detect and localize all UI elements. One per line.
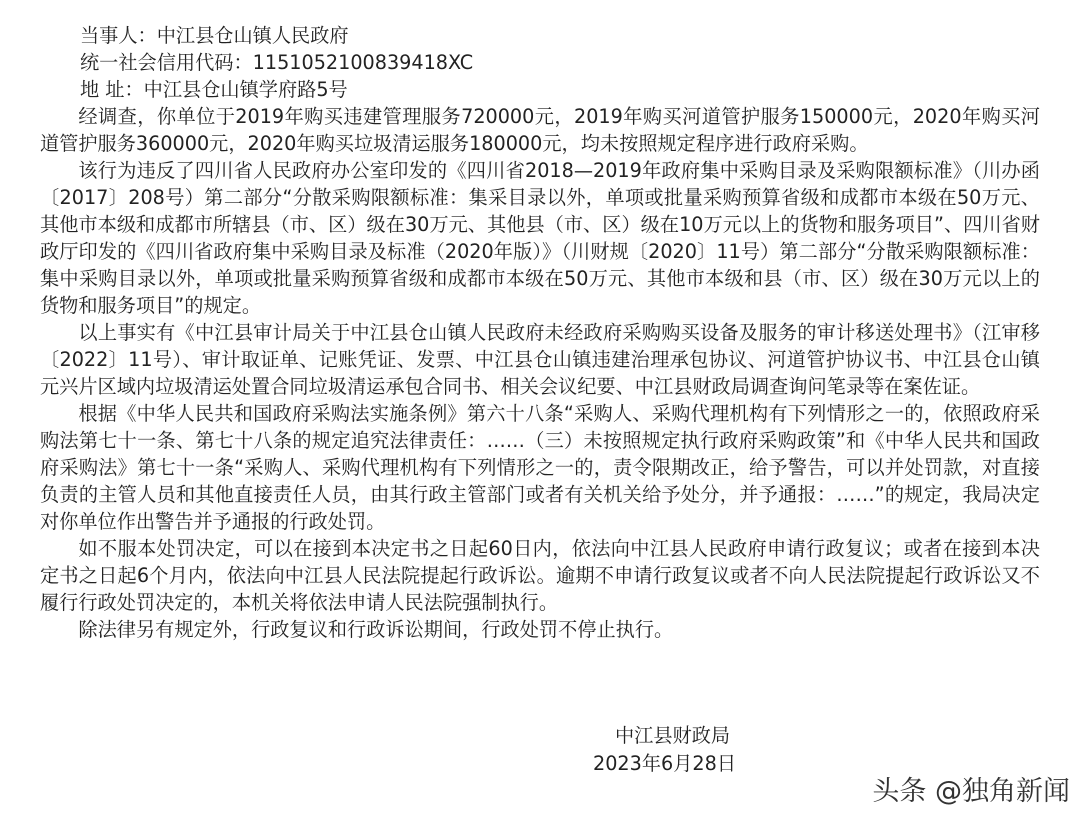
paragraph-text: 除法律另有规定外，行政复议和行政诉讼期间，行政处罚不停止执行。 — [78, 618, 674, 641]
address-line: 地 址：中江县仓山镇学府路5号 — [80, 78, 348, 101]
paragraph-evidence — [40, 319, 1040, 400]
paragraph-text: 如不服本处罚决定，可以在接到本决定书之日起60日内，依法向中江县人民政府申请行政复议；或者在接到本决定书之日起6个月内，依法向中江县人民法院提起行政诉讼。逾期不申请行政复议或者不向人民法院提起行政诉讼又不履行行政处罚决定的，本机关将依法申请人民法院强制执行。 — [40, 537, 1040, 614]
issue-date: 2023年6月28日 — [593, 752, 737, 775]
paragraph-investigation — [40, 103, 1040, 157]
party-line: 当事人：中江县仓山镇人民政府 — [80, 24, 349, 47]
paragraph-legal-basis — [40, 400, 1040, 535]
paragraph-text: 以上事实有《中江县审计局关于中江县仓山镇人民政府未经政府采购购买设备及服务的审计移送处理书》（江审移〔2022〕11号）、审计取证单、记账凭证、发票、中江县仓山镇违建治理承包协议、河道管护协议书、中江县仓山镇元兴片区域内垃圾清运处置合同垃圾清运承包合同书、相关会议纪要、中江县财政局调查询问笔录等在案佐证。 — [40, 321, 1040, 398]
paragraph-text: 该行为违反了四川省人民政府办公室印发的《四川省2018—2019年政府集中采购目录及采购限额标准》（川办函〔2017〕208号）第二部分“分散采购限额标准：集采目录以外，单项或批量采购预算省级和成都市本级在50万元、其他市本级和成都市所辖县（市、区）级在30万元、其他县（市、区）级在10万元以上的货物和服务项目”、四川省财政厅印发的《四川省政府集中采购目录及标准（2020年版）》（川财规〔2020〕11号）第二部分“分散采购限额标准：集中采购目录以外，单项或批量采购预算省级和成都市本级在50万元、其他市本级和县（市、区）级在30万元以上的货物和服务项目”的规定。 — [40, 159, 1040, 317]
source-watermark: 头条 @独角新闻 — [872, 776, 1070, 807]
paragraph-text: 经调查，你单位于2019年购买违建管理服务720000元，2019年购买河道管护服务150000元，2020年购买河道管护服务360000元，2020年购买垃圾清运服务180000元，均未按照规定程序进行政府采购。 — [40, 105, 1040, 155]
issuing-authority: 中江县财政局 — [615, 724, 731, 747]
paragraph-execution — [40, 616, 1040, 643]
credit-code-line: 统一社会信用代码：1151052100839418XC — [80, 51, 474, 74]
paragraph-appeal-rights — [40, 535, 1040, 616]
paragraph-text: 根据《中华人民共和国政府采购法实施条例》第六十八条“采购人、采购代理机构有下列情形之一的，依照政府采购法第七十一条、第七十八条的规定追究法律责任：……（三）未按照规定执行政府采购政策”和《中华人民共和国政府采购法》第七十一条“采购人、采购代理机构有下列情形之一的，责令限期改正，给予警告，可以并处罚款，对直接负责的主管人员和其他直接责任人员，由其行政主管部门或者有关机关给予处分，并予通报：……”的规定，我局决定对你单位作出警告并予通报的行政处罚。 — [40, 402, 1040, 533]
paragraph-violation — [40, 157, 1040, 319]
document-body — [40, 22, 1040, 643]
